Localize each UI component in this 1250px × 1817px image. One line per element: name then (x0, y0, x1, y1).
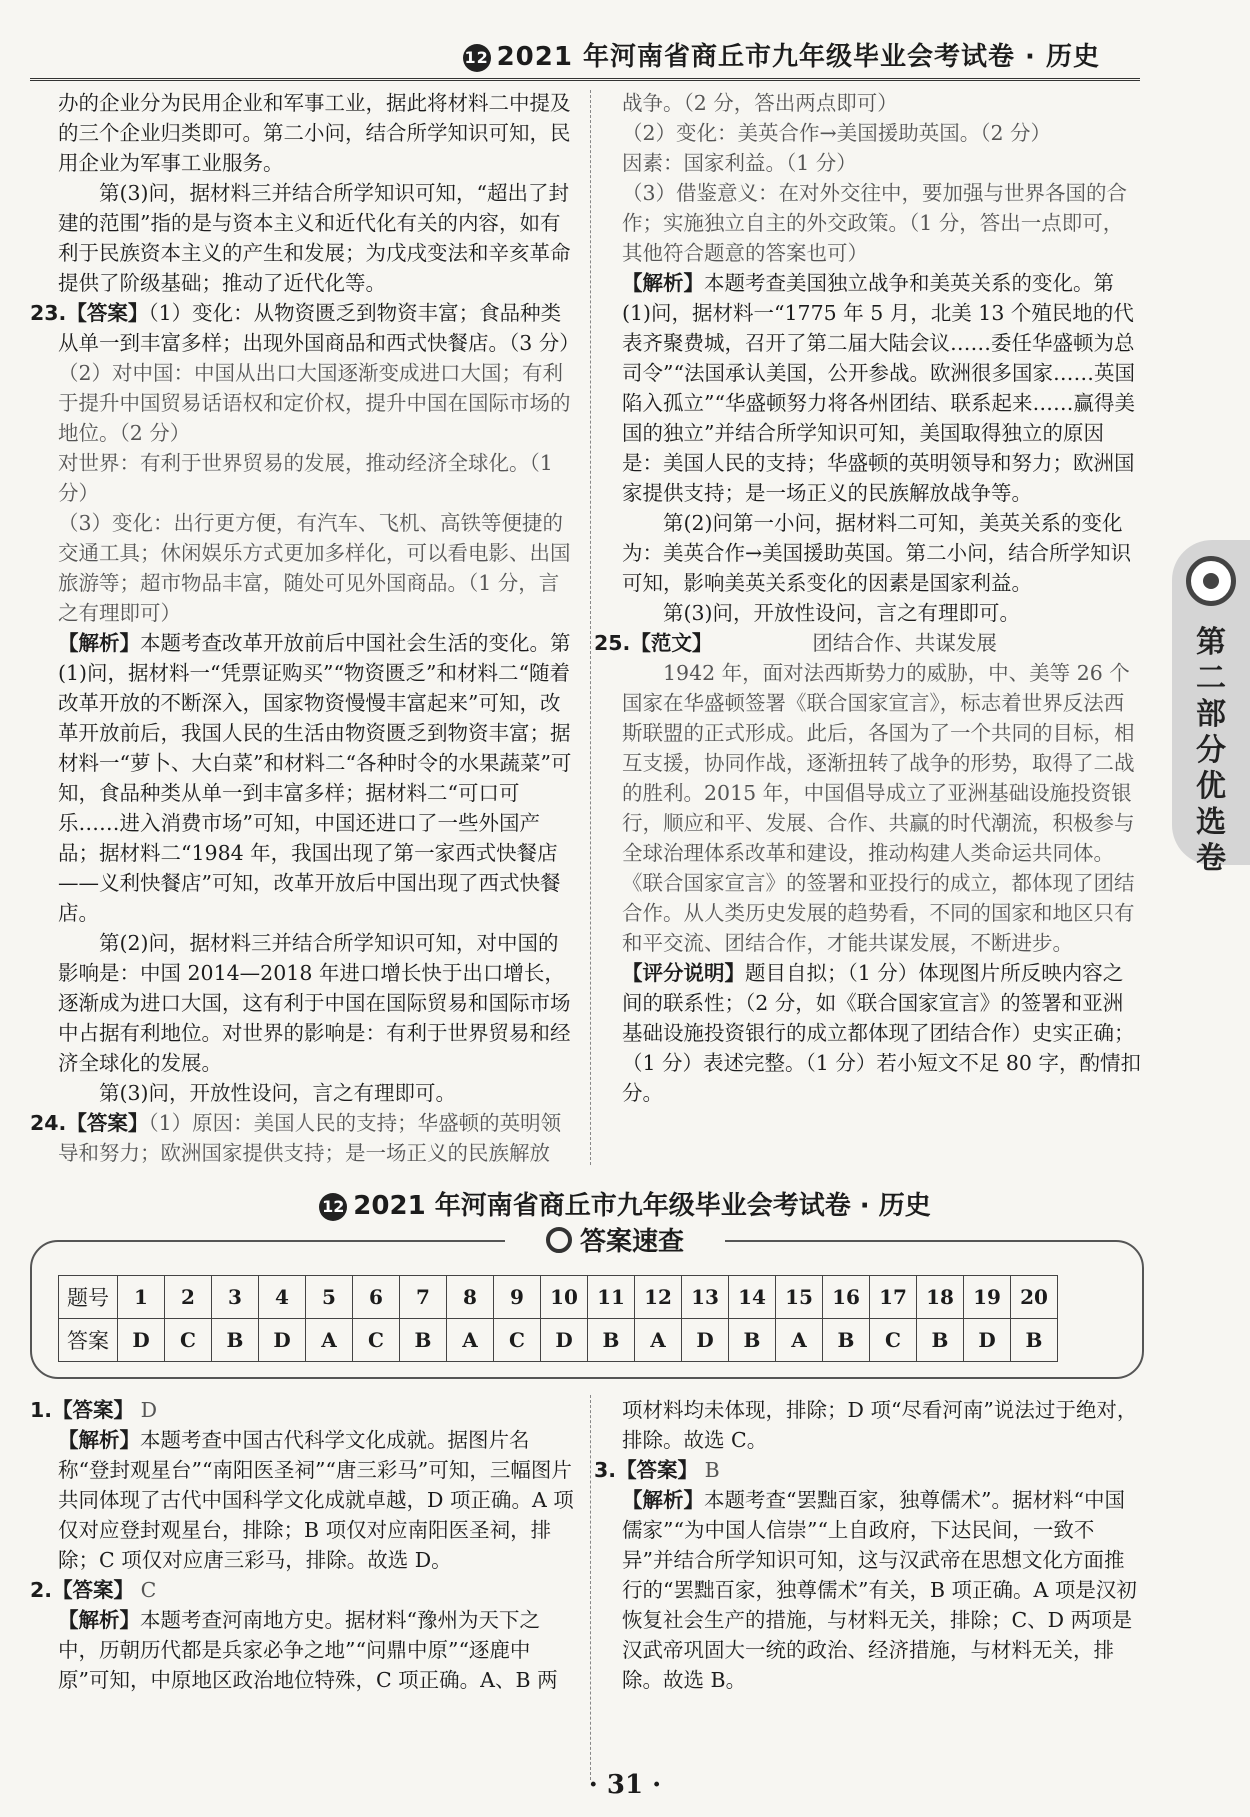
answer-cell: A (635, 1319, 682, 1362)
answer-text: 对世界：有利于世界贸易的发展，推动经济全球化。（1 分） (58, 451, 553, 505)
question-number-cell: 11 (588, 1276, 635, 1319)
question-25-essay (594, 628, 1142, 658)
question-number-cell: 3 (212, 1276, 259, 1319)
question-number-cell: 6 (353, 1276, 400, 1319)
essay-title: 团结合作、共谋发展 (812, 631, 997, 655)
answer-tag: 【答案】 (52, 1398, 135, 1422)
answer-text: （1）原因：美国人民的支持；华盛顿的英明领导和努力；欧洲国家提供支持；是一场正义的民族解放 (58, 1111, 562, 1165)
question-number-cell: 15 (776, 1276, 823, 1319)
scoring-notes (622, 958, 1142, 1108)
question-number: 23. (30, 301, 67, 325)
left-column-bottom (30, 1395, 578, 1695)
question-number-cell: 19 (964, 1276, 1011, 1319)
column-divider (590, 1395, 591, 1780)
question-2-answer (30, 1575, 578, 1605)
question-23-answer (30, 298, 580, 358)
table-header-cell: 题号 (59, 1276, 118, 1319)
question-number-cell: 8 (447, 1276, 494, 1319)
quick-answer-label-text: 答案速查 (579, 1227, 684, 1257)
analysis (622, 1485, 1142, 1695)
question-number-cell: 12 (635, 1276, 682, 1319)
paragraph: 第(3)问，据材料三并结合所学知识可知，“超出了封建的范围”指的是与资本主义和近代化有关的内容，如有利于民族资本主义的产生和发展；为戊戌变法和辛亥革命提供了阶级基础；推动了近代化等。 (58, 181, 571, 295)
question-number-cell: 16 (823, 1276, 870, 1319)
answer-tag: 【答案】 (66, 301, 149, 325)
answer-cell: D (682, 1319, 729, 1362)
answer-text: （2）变化：美英合作→美国援助英国。（2 分） (622, 121, 1052, 145)
answer-cell: D (541, 1319, 588, 1362)
header-title-text: 2021 年河南省商丘市九年级毕业会考试卷 · 历史 (496, 42, 1100, 72)
answer-cell: C (353, 1319, 400, 1362)
section-badge: 12 (463, 44, 491, 72)
analysis-text: 本题考查美国独立战争和美英关系的变化。第(1)问，据材料一“1775 年 5 月，北美 13 个殖民地的代表齐聚费城，召开了第二届大陆会议……委任华盛顿为总司令”“法国承认美国，公开参战。欧洲很多国家……英国陷入孤立”“华盛顿努力将各州团结、联系起来……赢得美国的独立”并结合所学知识可知，美国取得独立的原因是：美国人民的支持；华盛顿的英明领导和努力；欧洲国家提供支持；是一场正义的民族解放战争等。 (622, 271, 1135, 505)
answer-text: （2）对中国：中国从出口大国逐渐变成进口大国；有利于提升中国贸易话语权和定价权，提升中国在国际市场的地位。（2 分） (58, 361, 571, 445)
answer-cell: B (917, 1319, 964, 1362)
question-number-cell: 5 (306, 1276, 353, 1319)
question-1-answer (30, 1395, 578, 1425)
page-number: · 31 · (588, 1770, 662, 1800)
paragraph: 办的企业分为民用企业和军事工业，据此将材料二中提及的三个企业归类即可。第二小问，结合所学知识可知，民用企业为军事工业服务。 (58, 91, 571, 175)
analysis-text: 第(3)问，开放性设问，言之有理即可。 (663, 601, 1021, 625)
question-number: 3. (594, 1458, 617, 1482)
question-number: 25. (594, 631, 631, 655)
target-icon (1186, 556, 1236, 606)
answer-tag: 【答案】 (66, 1111, 149, 1135)
question-number-cell: 13 (682, 1276, 729, 1319)
answer-text: （1）变化：从物资匮乏到物资丰富；食品种类从单一到丰富多样；出现外国商品和西式快餐店。（3 分） (58, 301, 580, 355)
answer-cell: A (306, 1319, 353, 1362)
answer-cell: D (259, 1319, 306, 1362)
answer-cell: A (776, 1319, 823, 1362)
answer-table (58, 1275, 1058, 1362)
answer-tag: 【答案】 (616, 1458, 699, 1482)
answer-value: B (704, 1458, 720, 1482)
answer-value: D (140, 1398, 158, 1422)
analysis (58, 1425, 578, 1575)
right-column-top (594, 88, 1142, 1108)
answer-cell: D (118, 1319, 165, 1362)
quick-answer-label (505, 1222, 725, 1262)
scoring-tag: 【评分说明】 (622, 961, 745, 985)
section-badge: 12 (319, 1193, 347, 1221)
answer-table-number-row (59, 1276, 1058, 1319)
column-divider (590, 90, 591, 1165)
answer-cell: C (494, 1319, 541, 1362)
question-number-cell: 20 (1011, 1276, 1058, 1319)
analysis-tag: 【解析】 (58, 1428, 140, 1452)
analysis-tag: 【解析】 (622, 271, 704, 295)
question-number-cell: 10 (541, 1276, 588, 1319)
section-title-text: 2021 年河南省商丘市九年级毕业会考试卷 · 历史 (353, 1191, 931, 1221)
analysis-tag: 【解析】 (622, 1488, 704, 1512)
target-icon (546, 1227, 572, 1253)
question-number-cell: 17 (870, 1276, 917, 1319)
question-number-cell: 2 (165, 1276, 212, 1319)
essay-tag: 【范文】 (630, 631, 713, 655)
essay-text: 1942 年，面对法西斯势力的威胁，中、美等 26 个国家在华盛顿签署《联合国家宣言》，标志着世界反法西斯联盟的正式形成。此后，各国为了一个共同的目标，相互支援，协同作战，逐渐扭转了战争的形势，取得了二战的胜利。2015 年，中国倡导成立了亚洲基础设施投资银行，顺应和平、发展、合作、共赢的时代潮流，积极参与全球治理体系改革和建设，推动构建人类命运共同体。《联合国家宣言》的签署和亚投行的成立，都体现了团结合作。从人类历史发展的趋势看，不同的国家和地区只有和平交流、团结合作，才能共谋发展，不断进步。 (622, 661, 1135, 955)
answer-cell: B (823, 1319, 870, 1362)
analysis-text: 第(3)问，开放性设问，言之有理即可。 (99, 1081, 457, 1105)
answer-text: （3）借鉴意义：在对外交往中，要加强与世界各国的合作；实施独立自主的外交政策。（1 分，答出一点即可，其他符合题意的答案也可） (622, 181, 1128, 265)
answer-cell: D (964, 1319, 1011, 1362)
answer-cell: B (400, 1319, 447, 1362)
question-number-cell: 4 (259, 1276, 306, 1319)
answer-text: 因素：国家利益。（1 分） (622, 151, 857, 175)
left-column-top (30, 88, 580, 1168)
right-column-bottom (594, 1395, 1142, 1695)
answer-tag: 【答案】 (52, 1578, 135, 1602)
answer-table-answer-row (59, 1319, 1058, 1362)
analysis-text: 第(2)问第一小问，据材料二可知，美英关系的变化为：美英合作→美国援助英国。第二小问，结合所学知识可知，影响美英关系变化的因素是国家利益。 (622, 511, 1132, 595)
section-title (0, 1185, 1250, 1222)
analysis-text: 本题考查中国古代科学文化成就。据图片名称“登封观星台”“南阳医圣祠”“唐三彩马”可知，三幅图片共同体现了古代中国科学文化成就卓越，D 项正确。A 项仅对应登封观星台，排除；B 项仅对应南阳医圣祠，排除；C 项仅对应唐三彩马，排除。故选 D。 (58, 1428, 574, 1572)
question-number-cell: 9 (494, 1276, 541, 1319)
analysis-tag: 【解析】 (58, 631, 140, 655)
question-number-cell: 1 (118, 1276, 165, 1319)
question-number-cell: 18 (917, 1276, 964, 1319)
answer-cell: C (870, 1319, 917, 1362)
answer-value: C (140, 1578, 157, 1602)
analysis-tag: 【解析】 (58, 1608, 140, 1632)
scoring-text: 题目自拟；（1 分）体现图片所反映内容之间的联系性；（2 分，如《联合国家宣言》的签署和亚洲基础设施投资银行的成立都体现了团结合作）史实正确；（1 分）表述完整。（1 分）若小短文不足 80 字，酌情扣分。 (622, 961, 1141, 1105)
side-tab-label: 第二部分 优选卷 (1196, 625, 1226, 876)
analysis-text: 本题考查“罢黜百家，独尊儒术”。据材料“中国儒家”“为中国人信崇”“上自政府，下达民间，一致不异”并结合所学知识可知，这与汉武帝在思想文化方面推行的“罢黜百家，独尊儒术”有关，B 项正确。A 项是汉初恢复社会生产的措施，与材料无关，排除；C、D 两项是汉武帝巩固大一统的政治、经济措施，与材料无关，排除。故选 B。 (622, 1488, 1137, 1692)
analysis (622, 268, 1142, 508)
answer-text: 战争。（2 分，答出两点即可） (622, 91, 898, 115)
table-header-cell: 答案 (59, 1319, 118, 1362)
page-header-title (463, 36, 1100, 73)
analysis-text: 本题考查改革开放前后中国社会生活的变化。第(1)问，据材料一“凭票证购买”“物资匮乏”和材料二“随着改革开放的不断深入，国家物资慢慢丰富起来”可知，改革开放前后，我国人民的生活由物资匮乏到物资丰富；据材料一“萝卜、大白菜”和材料二“各种时令的水果蔬菜”可知，食品种类从单一到丰富多样；据材料二“可口可乐……进入消费市场”可知，中国还进口了一些外国产品；据材料二“1984 年，我国出现了第一家西式快餐店——义利快餐店”可知，改革开放后中国出现了西式快餐店。 (58, 631, 572, 925)
question-3-answer (594, 1455, 1142, 1485)
answer-cell: B (729, 1319, 776, 1362)
analysis (58, 1605, 578, 1695)
answer-cell: B (1011, 1319, 1058, 1362)
analysis-text: 第(2)问，据材料三并结合所学知识可知，对中国的影响是：中国 2014—2018 年进口增长快于出口增长，逐渐成为进口大国，这有利于中国在国际贸易和国际市场中占据有利地位。对世界的影响是：有利于世界贸易和经济全球化的发展。 (58, 931, 571, 1075)
answer-cell: C (165, 1319, 212, 1362)
analysis-text: 本题考查河南地方史。据材料“豫州为天下之中，历朝历代都是兵家必争之地”“问鼎中原”“逐鹿中原”可知，中原地区政治地位特殊，C 项正确。A、B 两 (58, 1608, 558, 1692)
question-number-cell: 14 (729, 1276, 776, 1319)
answer-cell: B (212, 1319, 259, 1362)
answer-cell: A (447, 1319, 494, 1362)
analysis-text: 项材料均未体现，排除；D 项“尽看河南”说法过于绝对，排除。故选 C。 (622, 1398, 1138, 1452)
question-number: 24. (30, 1111, 67, 1135)
analysis (58, 628, 578, 928)
question-number: 1. (30, 1398, 53, 1422)
question-number: 2. (30, 1578, 53, 1602)
answer-cell: B (588, 1319, 635, 1362)
question-24-answer (30, 1108, 578, 1168)
header-rule (30, 78, 1140, 81)
question-number-cell: 7 (400, 1276, 447, 1319)
answer-text: （3）变化：出行更方便，有汽车、飞机、高铁等便捷的交通工具；休闲娱乐方式更加多样化，可以看电影、出国旅游等；超市物品丰富，随处可见外国商品。（1 分，言之有理即可） (58, 511, 571, 625)
